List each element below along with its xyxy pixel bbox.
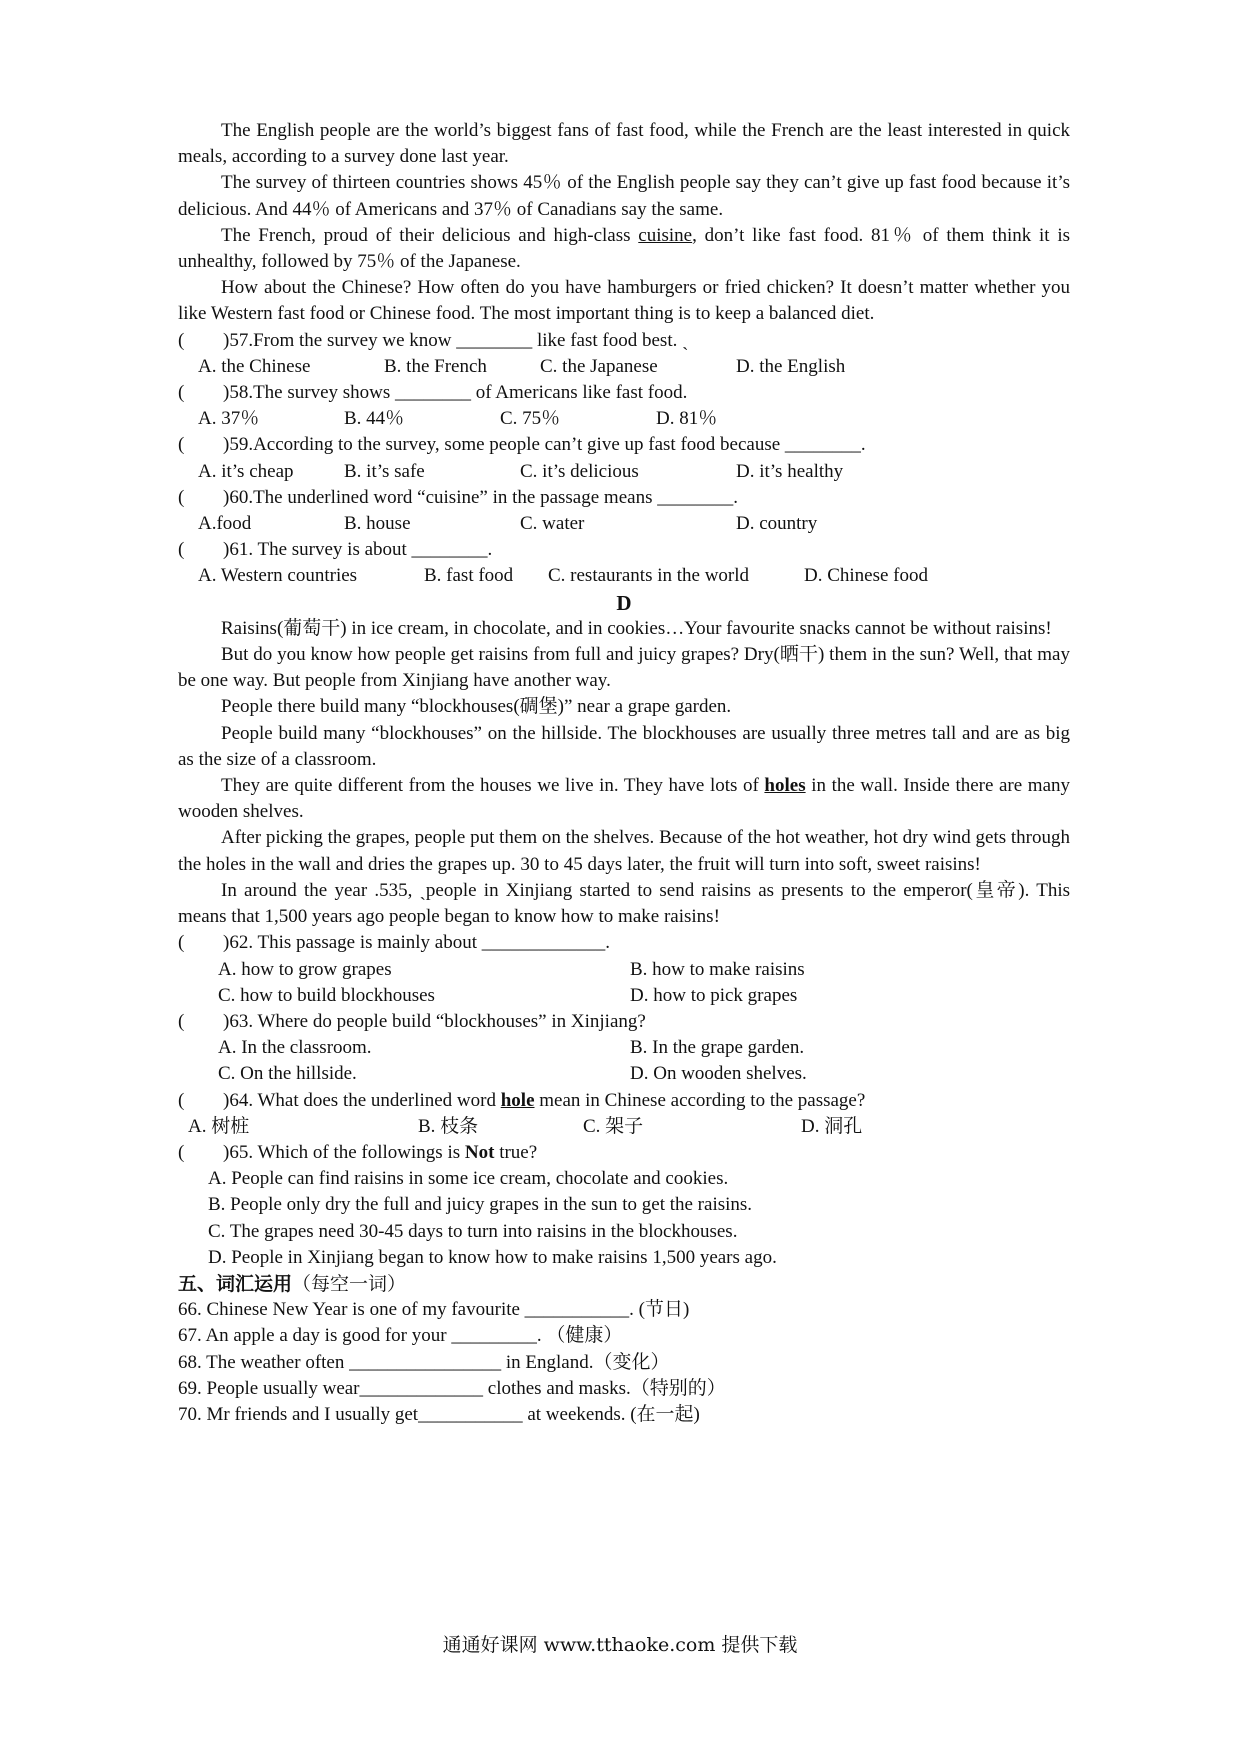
question-text [223, 1088, 865, 1114]
answer-bracket[interactable]: ( [178, 1089, 185, 1111]
text-fragment: The French, proud of their delicious and high-class [221, 224, 639, 246]
options-61 [178, 563, 1070, 589]
fill-item-67[interactable]: 67. An apple a day is good for your _________. （健康） [178, 1325, 623, 1347]
section-5-heading [178, 1271, 1070, 1297]
paragraph: How about the Chinese? How often do you have hamburgers or fried chicken? It doesn’t matter whether you like Western fast food or Chinese food. The most important thing is to keep a balanced diet. [178, 277, 1070, 325]
paragraph: But do you know how people get raisins from full and juicy grapes? Dry(晒干) them in the sun? Well, that may be one way. But people from Xinjiang have another way. [178, 644, 1070, 692]
text-fragment: mean in Chinese according to the passage? [534, 1089, 866, 1111]
underlined-word-hole: hole [500, 1089, 535, 1111]
paragraph [178, 773, 1070, 825]
paragraph: In around the year .535, ˏpeople in Xinjiang started to send raisins as presents to the emperor(皇帝). This means that 1,500 years ago people began to know how to make raisins! [178, 879, 1070, 928]
answer-bracket[interactable]: ( [178, 539, 185, 561]
option-b: B. how to make raisins [630, 958, 805, 980]
option-b: B. fast food [424, 565, 514, 587]
options-62-row1 [178, 957, 1070, 983]
page-footer: 通通好课网 www.tthaoke.com 提供下载 [442, 1634, 798, 1656]
option-c: C. the Japanese [540, 355, 658, 377]
question-text: )62. This passage is mainly about _____________. [223, 932, 611, 954]
option-d: D. 洞孔 [801, 1115, 863, 1137]
option-c: C. it’s delicious [520, 460, 639, 482]
answer-bracket[interactable]: ( [178, 1010, 185, 1032]
option-a: A. Western countries [198, 565, 358, 587]
answer-bracket[interactable]: ( [178, 486, 185, 508]
paragraph: People there build many “blockhouses(碉堡)” near a grape garden. [221, 696, 732, 718]
question-65 [178, 1140, 1070, 1166]
heading-note: （每空一词） [292, 1272, 407, 1295]
option-c: C. water [520, 513, 585, 535]
options-64 [178, 1114, 1070, 1140]
paragraph [178, 223, 1070, 275]
question-text [223, 1140, 537, 1166]
paragraph: After picking the grapes, people put them on the shelves. Because of the hot weather, hot dry wind gets through the holes in the wall and dries the grapes up. 30 to 45 days later, the fruit will turn into soft, sweet raisins! [178, 827, 1070, 875]
option-b: B. People only dry the full and juicy grapes in the sun to get the raisins. [208, 1194, 753, 1216]
option-b: B. 44％ [344, 408, 405, 430]
option-a: A.food [198, 513, 252, 535]
option-a: A. it’s cheap [198, 460, 294, 482]
text-fragment: )64. What does the underlined word [223, 1089, 501, 1111]
question-61 [178, 537, 1070, 563]
option-c: C. The grapes need 30-45 days to turn into raisins in the blockhouses. [208, 1220, 738, 1242]
option-b: B. the French [384, 355, 487, 377]
option-a: A. the Chinese [198, 355, 311, 377]
question-60 [178, 485, 1070, 511]
option-a: A. 树桩 [188, 1115, 250, 1137]
heading-text: 五、词汇运用 [178, 1272, 293, 1295]
text-fragment: in the wall. Inside there are many wooden shelves. [178, 775, 1070, 823]
fill-item-68[interactable]: 68. The weather often ________________ in England.（变化） [178, 1351, 670, 1373]
option-a: A. In the classroom. [218, 1037, 372, 1059]
option-d: D. 81％ [656, 408, 718, 430]
option-c: C. 架子 [583, 1115, 644, 1137]
paragraph: Raisins(葡萄干) in ice cream, in chocolate, and in cookies…Your favourite snacks cannot be without raisins! [221, 617, 1052, 639]
question-text: )58.The survey shows ________ of Americans like fast food. [223, 382, 688, 404]
question-59 [178, 432, 1070, 458]
option-a: A. People can find raisins in some ice cream, chocolate and cookies. [208, 1168, 729, 1190]
options-62-row2 [178, 983, 1070, 1009]
text-fragment: They are quite different from the houses we live in. They have lots of [221, 775, 765, 797]
options-57 [178, 354, 1070, 380]
text-fragment: , don’t like fast food. 81％ of them think it is unhealthy, followed by 75％ of the Japanese. [178, 224, 1071, 273]
paragraph: The survey of thirteen countries shows 45％ of the English people say they can’t give up fast food because it’s delicious. And 44％ of Americans and 37％ of Canadians say the same. [178, 172, 1070, 220]
option-c: C. how to build blockhouses [218, 984, 435, 1006]
option-a: A. 37％ [198, 408, 260, 430]
bold-word-not: Not [464, 1141, 495, 1163]
option-d: D. country [736, 513, 818, 535]
option-d: D. how to pick grapes [630, 984, 798, 1006]
options-60 [178, 511, 1070, 537]
question-text: )61. The survey is about ________. [223, 539, 493, 561]
question-58 [178, 380, 1070, 406]
fill-item-70[interactable]: 70. Mr friends and I usually get___________ at weekends. (在一起) [178, 1403, 700, 1425]
text-fragment: true? [494, 1141, 538, 1163]
question-text: )57.From the survey we know ________ like fast food best. ˎ [223, 329, 689, 351]
option-d: D. On wooden shelves. [630, 1063, 807, 1085]
fill-item-66[interactable]: 66. Chinese New Year is one of my favourite ___________. (节日) [178, 1299, 690, 1321]
fill-item-69[interactable]: 69. People usually wear_____________ clothes and masks.（特别的） [178, 1377, 726, 1399]
option-b: B. house [344, 513, 411, 535]
option-d: D. it’s healthy [736, 460, 844, 482]
option-b: B. 枝条 [418, 1115, 479, 1137]
question-text: )63. Where do people build “blockhouses” in Xinjiang? [223, 1010, 646, 1032]
question-text: )60.The underlined word “cuisine” in the passage means ________. [223, 486, 738, 508]
underlined-word-holes: holes [764, 775, 806, 797]
option-c: C. restaurants in the world [548, 565, 750, 587]
option-d: D. Chinese food [804, 565, 929, 587]
option-c: C. On the hillside. [218, 1063, 357, 1085]
option-d: D. the English [736, 355, 846, 377]
answer-bracket[interactable]: ( [178, 434, 185, 456]
question-text: )59.According to the survey, some people can’t give up fast food because ________. [223, 434, 866, 456]
underlined-word-cuisine: cuisine [638, 224, 693, 246]
option-a: A. how to grow grapes [218, 958, 392, 980]
option-c: C. 75％ [500, 408, 561, 430]
question-63 [178, 1009, 1070, 1035]
section-title: D [616, 590, 632, 615]
option-d: D. People in Xinjiang began to know how to make raisins 1,500 years ago. [208, 1246, 777, 1268]
paragraph: People build many “blockhouses” on the hillside. The blockhouses are usually three metres tall and are as big as the size of a classroom. [178, 722, 1070, 770]
text-fragment: )65. Which of the followings is [223, 1141, 465, 1163]
options-58 [178, 406, 1070, 432]
exam-page [178, 118, 1070, 1428]
options-63-row1 [178, 1035, 1070, 1061]
answer-bracket[interactable]: ( [178, 329, 185, 351]
answer-bracket[interactable]: ( [178, 932, 185, 954]
question-64 [178, 1088, 1070, 1114]
options-59 [178, 459, 1070, 485]
paragraph: The English people are the world’s biggest fans of fast food, while the French are the least interested in quick meals, according to a survey done last year. [178, 120, 1070, 168]
options-63-row2 [178, 1061, 1070, 1087]
option-b: B. it’s safe [344, 460, 425, 482]
question-57 [178, 328, 1070, 354]
option-b: B. In the grape garden. [630, 1037, 805, 1059]
answer-bracket[interactable]: ( [178, 1141, 185, 1163]
answer-bracket[interactable]: ( [178, 382, 185, 404]
question-62 [178, 930, 1070, 956]
